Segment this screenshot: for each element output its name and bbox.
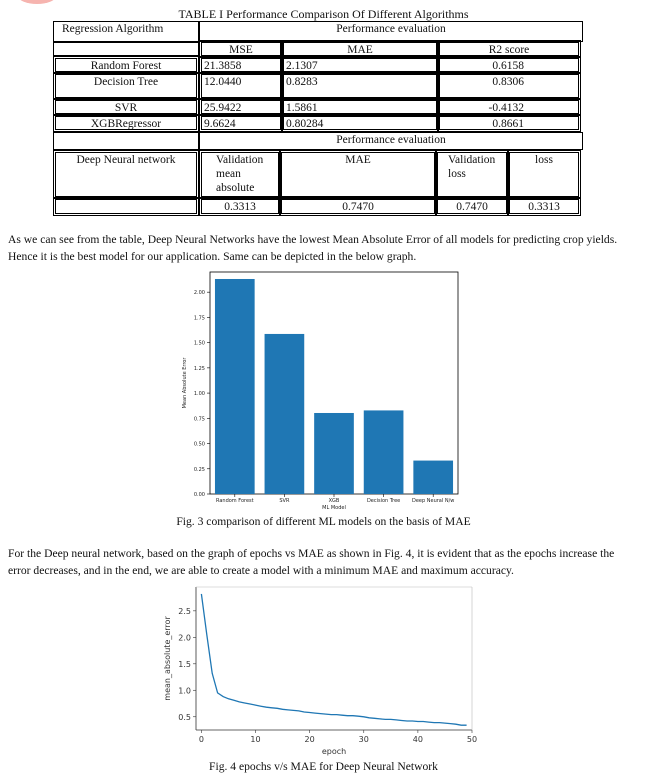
row-name-deep-neural-network: Deep Neural network: [55, 152, 197, 197]
y-axis-label: mean_absolute_error: [163, 616, 172, 701]
x-tick-label: 10: [250, 735, 261, 744]
x-tick-label: 50: [466, 735, 478, 744]
cell-validation-mae: 0.3313: [201, 199, 279, 214]
dnn-header-performance-evaluation: Performance evaluation: [199, 132, 583, 150]
dnn-header-blank: [53, 132, 199, 150]
y-tick-label: 0.25: [193, 466, 205, 473]
dnn-value-blank: [55, 199, 197, 214]
x-tick-label: 20: [304, 735, 315, 744]
y-tick-label: 1.25: [193, 365, 205, 372]
x-axis-label: ML Model: [322, 505, 346, 511]
y-tick-label: 0.75: [193, 416, 205, 423]
cell-r2: -0.4132: [439, 100, 579, 114]
cell-validation-loss: 0.7470: [437, 199, 507, 214]
y-tick-label: 1.0: [178, 686, 191, 696]
y-tick-label: 1.00: [193, 391, 205, 398]
x-tick-label: 40: [412, 735, 423, 744]
row-name-svr: SVR: [55, 100, 197, 114]
header-logo-fragment: [18, 0, 56, 4]
performance-table: [53, 21, 583, 216]
cell-loss: 0.3313: [509, 199, 579, 214]
y-tick-label: 0.5: [178, 712, 191, 722]
paragraph-1: As we can see from the table, Deep Neural Networks have the lowest Mean Absolute Error of all models for predicting crop yields. Hence it is the best model for our application. Same can be depicted in the below graph.: [8, 233, 618, 263]
y-tick-label: 2.5: [178, 606, 191, 616]
x-tick-label: SVR: [279, 498, 290, 504]
bar: [314, 413, 354, 494]
header-validation-loss: Validation loss: [437, 152, 507, 197]
bar-chart-mae-comparison: [176, 264, 466, 514]
x-tick-label: Decision Tree: [366, 498, 401, 504]
cell-mae: 0.8283: [283, 74, 437, 98]
y-axis-label: Mean Absolute Error: [182, 357, 188, 409]
y-tick-label: 1.75: [193, 315, 205, 322]
row-name-xgbregressor: XGBRegressor: [55, 116, 197, 130]
header-validation-mae: Validation mean absolute: [201, 152, 279, 197]
cell-mae: 2.1307: [283, 58, 437, 72]
fig3-caption: Fig. 3 comparison of different ML models on the basis of MAE: [176, 515, 471, 528]
table-caption: TABLE I Performance Comparison Of Different Algorithms: [178, 7, 469, 21]
cell-mse: 25.9422: [201, 100, 281, 114]
cell-mse: 12.0440: [201, 74, 281, 98]
header-mse: MSE: [201, 42, 281, 56]
header-regression-algorithm: Regression Algorithm: [53, 21, 199, 42]
y-tick-label: 1.50: [193, 340, 205, 347]
cell-r2: 0.8306: [439, 74, 579, 98]
bar: [265, 334, 305, 494]
y-tick-label: 1.5: [178, 659, 191, 669]
x-tick-label: Random Forest: [215, 498, 254, 504]
x-tick-label: XGB: [328, 498, 340, 504]
row-name-random-forest: Random Forest: [55, 58, 197, 72]
y-tick-label: 2.00: [193, 290, 205, 297]
paragraph-2: For the Deep neural network, based on the graph of epochs vs MAE as shown in Fig. 4, it is evident that as the epochs increase the error decreases, and in the end, we are able to create a model with a minimum MAE and maximum accuracy.: [8, 547, 615, 577]
row-name-decision-tree: Decision Tree: [55, 74, 197, 98]
x-tick-label: 30: [358, 735, 369, 744]
cell-r2: 0.6158: [439, 58, 579, 72]
header-dnn-mae: MAE: [281, 152, 435, 197]
header-blank: [53, 42, 199, 56]
bar: [364, 410, 404, 494]
cell-mae: 0.80284: [283, 116, 437, 130]
header-r2: R2 score: [439, 42, 579, 56]
bar: [215, 279, 255, 494]
bar: [413, 461, 453, 494]
x-tick-label: Deep Neural N/w: [412, 498, 455, 504]
line-chart-epochs-mae: [158, 583, 478, 758]
x-axis-label: epoch: [321, 747, 347, 756]
y-tick-label: 0.50: [193, 441, 205, 448]
cell-mse: 9.6624: [201, 116, 281, 130]
cell-mae: 1.5861: [283, 100, 437, 114]
y-tick-label: 0.00: [193, 492, 205, 498]
series-line: [201, 594, 466, 725]
header-mae: MAE: [283, 42, 437, 56]
y-tick-label: 2.0: [178, 633, 191, 643]
header-performance-evaluation: Performance evaluation: [199, 21, 583, 42]
x-tick-label: 0: [198, 735, 204, 744]
cell-mse: 21.3858: [201, 58, 281, 72]
fig4-caption: Fig. 4 epochs v/s MAE for Deep Neural Network: [209, 760, 438, 773]
cell-r2: 0.8661: [439, 116, 579, 130]
header-loss: loss: [509, 152, 579, 197]
cell-dnn-mae: 0.7470: [281, 199, 435, 214]
